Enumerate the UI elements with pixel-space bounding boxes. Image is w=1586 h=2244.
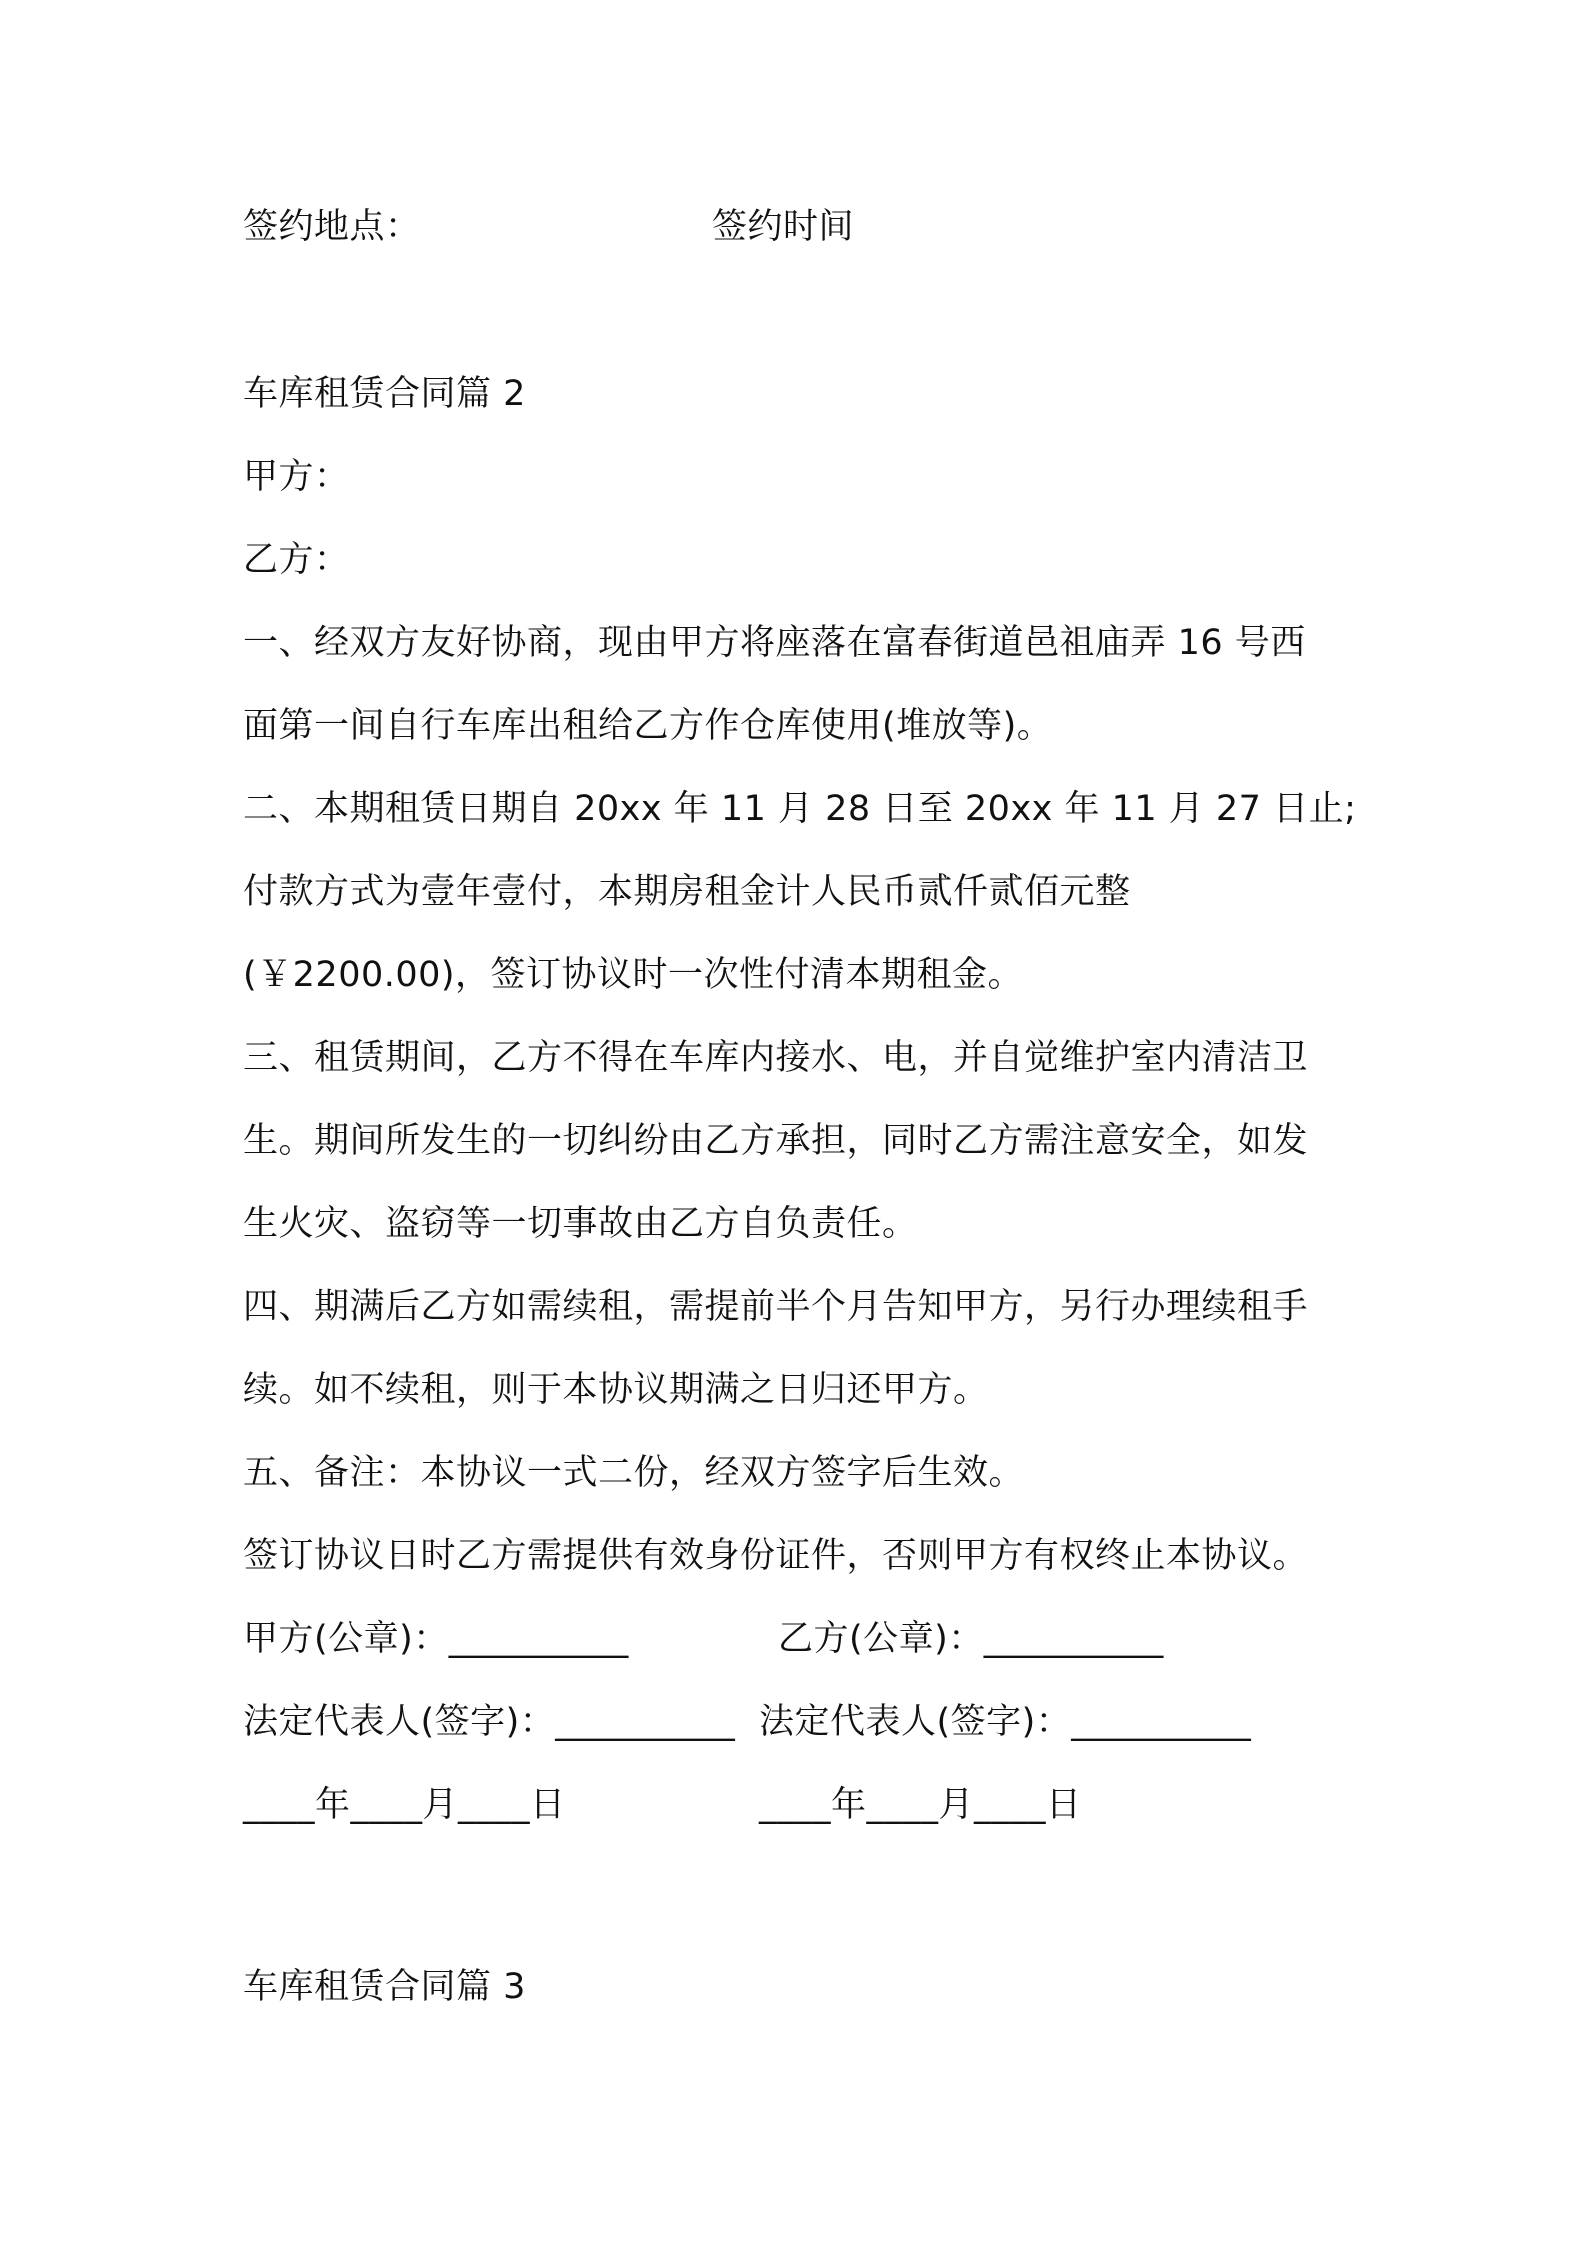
clause-4-line-2: 续。如不续租，则于本协议期满之日归还甲方。 <box>243 1370 989 1410</box>
party-a-representative-field: 法定代表人(签字)：__________ <box>243 1702 736 1742</box>
clause-3-line-3: 生火灾、盗窃等一切事故由乙方自负责任。 <box>243 1204 918 1244</box>
party-b-label: 乙方： <box>243 540 350 580</box>
clause-1-line-1: 一、经双方友好协商，现由甲方将座落在富春街道邑祖庙弄 16 号西 <box>243 623 1306 663</box>
party-a-seal-field: 甲方(公章)：__________ <box>243 1619 629 1659</box>
clause-2-line-1: 二、本期租赁日期自 20xx 年 11 月 28 日至 20xx 年 11 月 27 日止; <box>243 789 1357 829</box>
clause-1-line-2: 面第一间自行车库出租给乙方作仓库使用(堆放等)。 <box>243 706 1053 746</box>
party-a-label: 甲方： <box>243 457 350 497</box>
clause-2-line-2: 付款方式为壹年壹付，本期房租金计人民币贰仟贰佰元整 <box>243 872 1131 912</box>
party-a-date-field: ____年____月____日 <box>243 1785 566 1825</box>
section-3-title: 车库租赁合同篇 3 <box>243 1967 526 2007</box>
party-b-date-field: ____年____月____日 <box>759 1785 1082 1825</box>
sign-place-label: 签约地点： <box>243 207 421 247</box>
clause-5-line-2: 签订协议日时乙方需提供有效身份证件，否则甲方有权终止本协议。 <box>243 1536 1309 1576</box>
section-2-title: 车库租赁合同篇 2 <box>243 374 526 414</box>
clause-2-line-3: (￥2200.00)，签订协议时一次性付清本期租金。 <box>243 955 1024 995</box>
clause-5-line-1: 五、备注：本协议一式二份，经双方签字后生效。 <box>243 1453 1025 1493</box>
sign-time-label: 签约时间 <box>712 207 855 247</box>
clause-4-line-1: 四、期满后乙方如需续租，需提前半个月告知甲方，另行办理续租手 <box>243 1287 1309 1327</box>
clause-3-line-1: 三、租赁期间，乙方不得在车库内接水、电，并自觉维护室内清洁卫 <box>243 1038 1309 1078</box>
party-b-seal-field: 乙方(公章)：__________ <box>778 1619 1164 1659</box>
clause-3-line-2: 生。期间所发生的一切纠纷由乙方承担，同时乙方需注意安全，如发 <box>243 1121 1309 1161</box>
party-b-representative-field: 法定代表人(签字)：__________ <box>759 1702 1252 1742</box>
